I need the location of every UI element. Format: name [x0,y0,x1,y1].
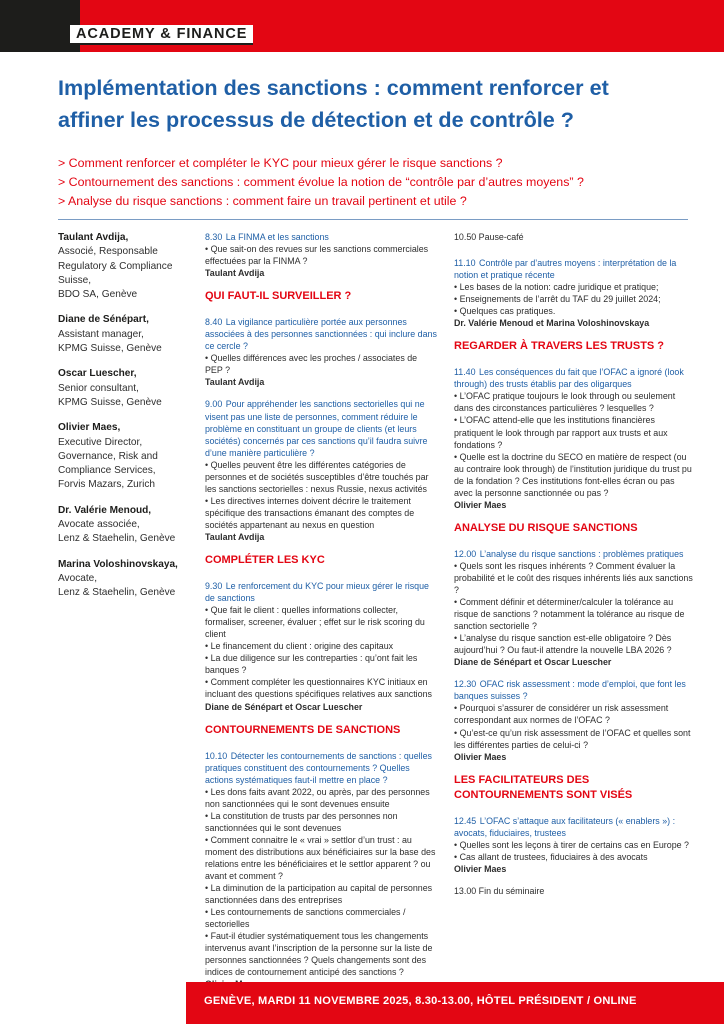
speaker-affiliation: Lenz & Staehelin, Genève [58,533,176,545]
session-point: • Quelles différences avec les proches / associates de PEP ? [205,353,418,376]
speaker-affiliation: Executive Director, [58,436,143,448]
speakers-column [58,231,198,612]
session-time: 12.45 [454,815,477,826]
session-point: • Quels sont les risques inhérents ? Comment évaluer la probabilité et le coût des risques inhérents liés aux sanctions ? [454,560,693,595]
program-item-title [205,580,437,604]
section-heading: COMPLÉTER LES KYC [205,554,325,567]
program-item-title [205,398,437,458]
section-heading: CONTOURNEMENTS DE SANCTIONS [205,723,401,736]
speaker-affiliation: Avocate, [58,572,98,584]
session-point: • Faut-il étudier systématiquement tous les changements intervenus avant l’inscription de la personne sur la liste de personnes sanctionnées ? Quels changements sont des indices de contournement anticipé des sanctions ? [205,931,433,978]
speaker-affiliation: Lenz & Staehelin, Genève [58,587,176,599]
program-item-title [454,815,694,839]
speaker-affiliation: BDO SA, Genève [58,289,138,301]
speaker-name: Diane de Sénépart, [58,314,149,326]
session-title: OFAC risk assessment : mode d’emploi, que font les banques suisses ? [454,679,686,702]
session-speaker: Olivier Maes [454,499,507,510]
session-title: L’analyse du risque sanctions : problèmes pratiques [479,548,684,559]
event-date-location: GENÈVE, MARDI 11 NOVEMBRE 2025, 8.30-13.00, HÔTEL PRÉSIDENT / ONLINE [204,995,637,1007]
speaker-name: Marina Voloshinovskaya, [58,558,178,570]
session-time: 8.30 [205,232,223,242]
program-item-title [205,316,437,352]
session-speaker: Diane de Sénépart et Oscar Luescher [205,701,363,712]
program-item [205,398,437,543]
program-item-title [205,231,437,243]
intro-line: > Analyse du risque sanctions : comment faire un travail pertinent et utile ? [58,194,467,208]
session-time: 11.40 [454,367,476,378]
session-point: • L’analyse du risque sanction est-elle obligatoire ? Dès aujourd’hui ? Ou faut-il attendre la nouvelle LBA 2026 ? [454,633,672,656]
session-point: • Quelles peuvent être les différentes catégories de personnes et de sociétés susceptibles d’être touchés par les sanctions sectorielles : nexus Russie, nexus activités [205,459,429,494]
program-column-right [454,231,694,911]
speaker [58,558,198,601]
page-title-line-2: affiner les processus de détection et de contrôle ? [58,107,574,132]
program-item-title [205,750,437,786]
intro-line: > Comment renforcer et compléter le KYC pour mieux gérer le risque sanctions ? [58,156,503,170]
section-heading: QUI FAUT-IL SURVEILLER ? [205,290,352,303]
page-title-line-1: Implémentation des sanctions : comment renforcer et [58,75,609,100]
speaker [58,313,198,356]
footer-bar [186,982,724,1024]
session-title: La vigilance particulière portée aux personnes associées à des personnes sanctionnées : qui inclure dans ce cercle ? [205,317,437,352]
program-item-title [454,257,694,281]
session-point: • Quelles sont les leçons à tirer de certains cas en Europe ? [454,839,689,850]
speaker-affiliation: Senior consultant, [58,382,139,394]
session-point: • Comment définir et déterminer/calculer la tolérance au risque de sanctions ? notamment la tolérance au risque de sanction sectorielle ? [454,597,685,632]
session-point: • Que sait-on des revues sur les sanctions commerciales effectuées par la FINMA ? [205,244,429,267]
session-point: • Comment connaitre le « vrai » settlor d’un trust : au moment des distributions aux bénéficiaires sur la base des relations entre les bénéficiaires et le settlor apparent ? ou avant et comment ? [205,834,436,882]
header-dark-block [0,0,80,52]
session-speaker: Diane de Sénépart et Oscar Luescher [454,657,612,668]
session-speaker: Taulant Avdija [205,377,265,388]
speaker-affiliation: Forvis Mazars, Zurich [58,479,156,491]
session-point: • Les directives internes doivent décrire le traitement spécifique des transactions émanant des comptes de sociétés appartenant au nexus en question [205,495,415,530]
speaker-affiliation: KPMG Suisse, Genève [58,343,162,355]
session-point: • Les dons faits avant 2022, ou après, par des personnes non sanctionnées qui le sont devenues ensuite [205,786,430,809]
program-item [454,257,694,329]
session-point: • Le financement du client : origine des capitaux [205,641,394,652]
program-item-title [454,548,694,560]
program-item [205,580,437,713]
speaker [58,367,198,410]
session-speaker: Dr. Valérie Menoud et Marina Voloshinovskaya [454,318,650,329]
speaker-affiliation: Regulatory & Compliance [58,260,173,272]
speaker-affiliation: Suisse, [58,274,92,286]
session-title: Détecter les contournements de sanctions : quelles pratiques constituent des contournements ? Quelles actions systématiques faut-il mettre en place ? [205,750,432,785]
speaker-name: Oscar Luescher, [58,368,137,380]
session-time: 11.10 [454,258,476,268]
session-point: • Enseignements de l’arrêt du TAF du 29 juillet 2024; [454,294,661,305]
session-speaker: Olivier Maes [454,751,507,762]
speaker-affiliation: Associé, Responsable [58,246,158,258]
section-heading: REGARDER À TRAVERS LES TRUSTS ? [454,340,665,353]
speaker-affiliation: Avocate associée, [58,519,140,531]
session-point: • Cas allant de trustees, fiduciaires à des avocats [454,851,648,862]
session-point: • Quelques cas pratiques. [454,306,556,317]
page-title [58,72,678,136]
program-item [205,750,437,991]
session-point: • L’OFAC pratique toujours le look through ou seulement dans des circonstances particulières ? lesquelles ? [454,391,676,414]
speaker-name: Olivier Maes, [58,422,121,434]
speaker-name: Taulant Avdija, [58,232,129,243]
session-title: Les conséquences du fait que l’OFAC a ignoré (look through) des trusts établis par des oligarques [454,367,684,390]
program-item [454,815,694,875]
section-heading: LES FACILITATEURS DES CONTOURNEMENTS SONT VISÉS [454,773,633,801]
program-note: 10.50 Pause-café [454,232,524,242]
program-column-middle [205,231,437,1000]
speaker-affiliation: Governance, Risk and [58,450,158,462]
session-title: L’OFAC s’attaque aux facilitateurs (« enablers ») : avocats, fiduciaires, trustees [454,815,676,838]
session-time: 9.30 [205,581,223,592]
session-time: 8.40 [205,317,223,328]
session-point: • Les bases de la notion: cadre juridique et pratique; [454,282,659,293]
session-point: • Quelle est la doctrine du SECO en matière de respect (ou au contraire look through) de l’institution juridique du trust pu de la fondation ? Ces institutions font-elles écran ou pas avec la personne sanctionnée ou pas ? [454,451,692,498]
program-item [454,366,694,511]
speaker-name: Dr. Valérie Menoud, [58,504,152,516]
speaker [58,421,198,492]
program-item [454,548,694,668]
speaker-affiliation: KPMG Suisse, Genève [58,396,162,408]
divider [58,219,688,220]
speaker-affiliation: Assistant manager, [58,328,144,340]
session-point: • Les contournements de sanctions commerciales / sectorielles [205,907,406,930]
session-point: • Pourquoi s’assurer de considérer un risk assessment correspondant aux normes de l’OFAC ? [454,703,669,726]
session-time: 12.00 [454,548,477,559]
session-speaker: Taulant Avdija [205,268,265,279]
brand-logo: ACADEMY & FINANCE [70,25,253,45]
program-item-title [454,366,694,390]
session-point: • La diminution de la participation au capital de personnes sanctionnées dans des entreprises [205,883,433,906]
session-speaker: Taulant Avdija [205,531,265,542]
session-point: • Qu’est-ce qu’un risk assessment de l’OFAC et quelles sont les différentes parties de celui-ci ? [454,727,691,750]
session-title: La FINMA et les sanctions [225,232,329,242]
program-item [454,678,694,762]
speaker-affiliation: Compliance Services, [58,465,156,477]
session-time: 12.30 [454,679,477,690]
session-title: Le renforcement du KYC pour mieux gérer le risque de sanctions [205,581,429,604]
program-item-title [454,678,694,702]
session-point: • Que fait le client : quelles informations collecter, formaliser, screener, évaluer ; effet sur le risk scoring du client [205,605,425,640]
intro-questions [58,154,698,211]
speaker [58,504,198,547]
program-note: 13.00 Fin du séminaire [454,885,545,896]
session-point: • L’OFAC attend-elle que les institutions financières pratiquent le look through par rapport aux trusts et aux fondations ? [454,415,668,450]
program-item [205,231,437,279]
session-title: Pour appréhender les sanctions sectorielles qui ne visent pas une liste de personnes, comment réduire le problème en constituant un groupe de clients (et leurs sociétés) concernés par ces sanctions qu’il faudra suivre d’une manière particulière ? [205,399,428,458]
session-time: 9.00 [205,399,223,410]
section-heading: ANALYSE DU RISQUE SANCTIONS [454,521,638,534]
session-point: • Comment compléter les questionnaires KYC initiaux en incluant des questions spécifiques relatives aux sanctions [205,677,432,700]
program-item [205,316,437,388]
session-speaker: Olivier Maes [454,863,507,874]
session-title: Contrôle par d’autres moyens : interprétation de la notion et pratique récente [454,258,677,281]
session-point: • La constitution de trusts par des personnes non sanctionnées qui le sont devenues [205,810,398,833]
intro-line: > Contournement des sanctions : comment évolue la notion de “contrôle par d’autres moyens” ? [58,175,584,189]
header-bar [0,0,724,52]
session-point: • La due diligence sur les contreparties : qu’ont fait les banques ? [205,653,418,676]
session-time: 10.10 [205,750,228,761]
speaker [58,231,198,302]
